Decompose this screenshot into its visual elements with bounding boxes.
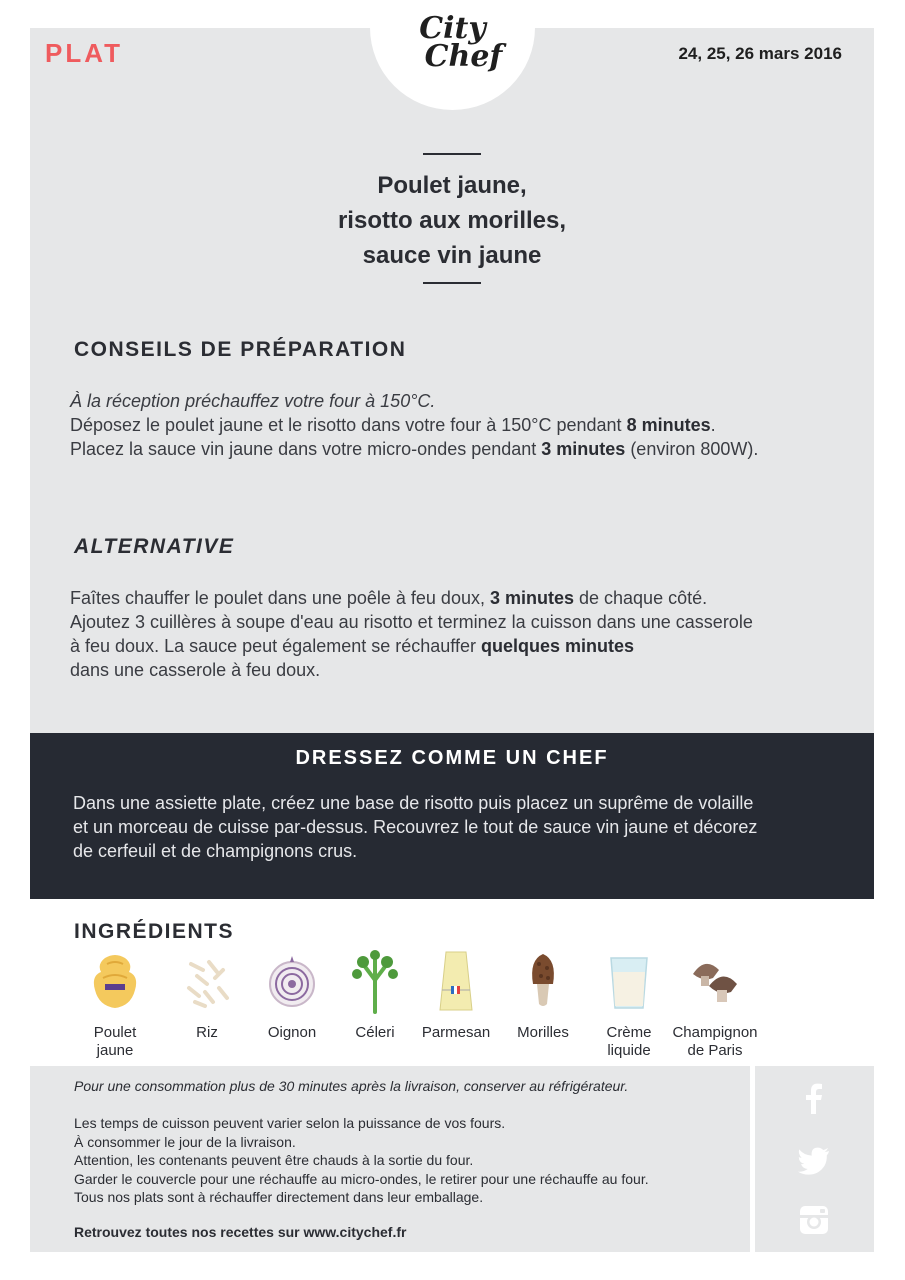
cream-icon [599,950,659,1014]
ingredient-item: Riz [162,950,252,1042]
rice-icon [177,950,237,1014]
ingredient-item: Morilles [498,950,588,1042]
onion-icon [262,950,322,1014]
reheating-instructions: Les temps de cuisson peuvent varier selon la puissance de vos fours. À consommer le jour de la livraison. Attention, les contenants peuvent être chauds à la sortie du four. Garder le couvercle pour une réchauffe au micro-ondes, le retirer pour une réchauffe au four. Tous nos plats sont à réchauffer directement dans leur emballage. [74,1115,649,1205]
category-label: PLAT [45,38,123,68]
storage-notes [30,1066,750,1252]
plating-panel [30,733,874,899]
instagram-icon[interactable] [797,1203,831,1237]
dish-title: Poulet jaune, risotto aux morilles, sauce vin jaune [337,172,567,269]
preparation-heading: CONSEILS DE PRÉPARATION [74,338,407,361]
plating-heading: DRESSEZ COMME UN CHEF [295,747,609,769]
storage-note: Pour une consommation plus de 30 minutes après la livraison, conserver au réfrigérateur. [74,1078,629,1094]
social-panel [755,1066,874,1252]
ingredient-item: Parmesan [411,950,501,1042]
facebook-icon[interactable] [797,1082,831,1116]
citychef-logo: City Chef [419,11,503,74]
celery-icon [345,950,405,1014]
ingredient-item: Champignon de Paris [670,950,760,1060]
preparation-text: À la réception préchauffez votre four à 150°C. Déposez le poulet jaune et le risotto dans votre four à 150°C pendant 8 minutes. Placez la sauce vin jaune dans votre micro-ondes pendant 3 minutes (environ 800W). [70,391,759,459]
title-rule-bottom [423,282,481,284]
alternative-text: Faîtes chauffer le poulet dans une poêle à feu doux, 3 minutes de chaque côté. Ajoutez 3 cuillères à soupe d'eau au risotto et terminez la cuisson dans une casserole à feu doux. La sauce peut également se réchauffer quelques minutes dans une casserole à feu doux. [70,588,753,680]
event-date: 24, 25, 26 mars 2016 [678,44,842,63]
plating-text: Dans une assiette plate, créez une base de risotto puis placez un suprême de volaille et un morceau de cuisse par-dessus. Recouvrez le tout de sauce vin jaune et décorez de cerfeuil et de champignons crus. [73,793,758,861]
title-rule-top [423,153,481,155]
ingredient-item: Oignon [247,950,337,1042]
ingredients-heading: INGRÉDIENTS [74,920,235,943]
parmesan-icon [426,950,486,1014]
morel-icon [513,950,573,1014]
ingredient-item: Poulet jaune [70,950,160,1060]
recipes-link[interactable]: Retrouvez toutes nos recettes sur www.citychef.fr [74,1224,407,1240]
ingredient-item: Crème liquide [584,950,674,1060]
ingredient-item: Céleri [330,950,420,1042]
chicken-icon [85,950,145,1014]
alternative-heading: ALTERNATIVE [74,535,235,558]
twitter-icon[interactable] [797,1143,831,1177]
mushroom-icon [685,950,745,1014]
